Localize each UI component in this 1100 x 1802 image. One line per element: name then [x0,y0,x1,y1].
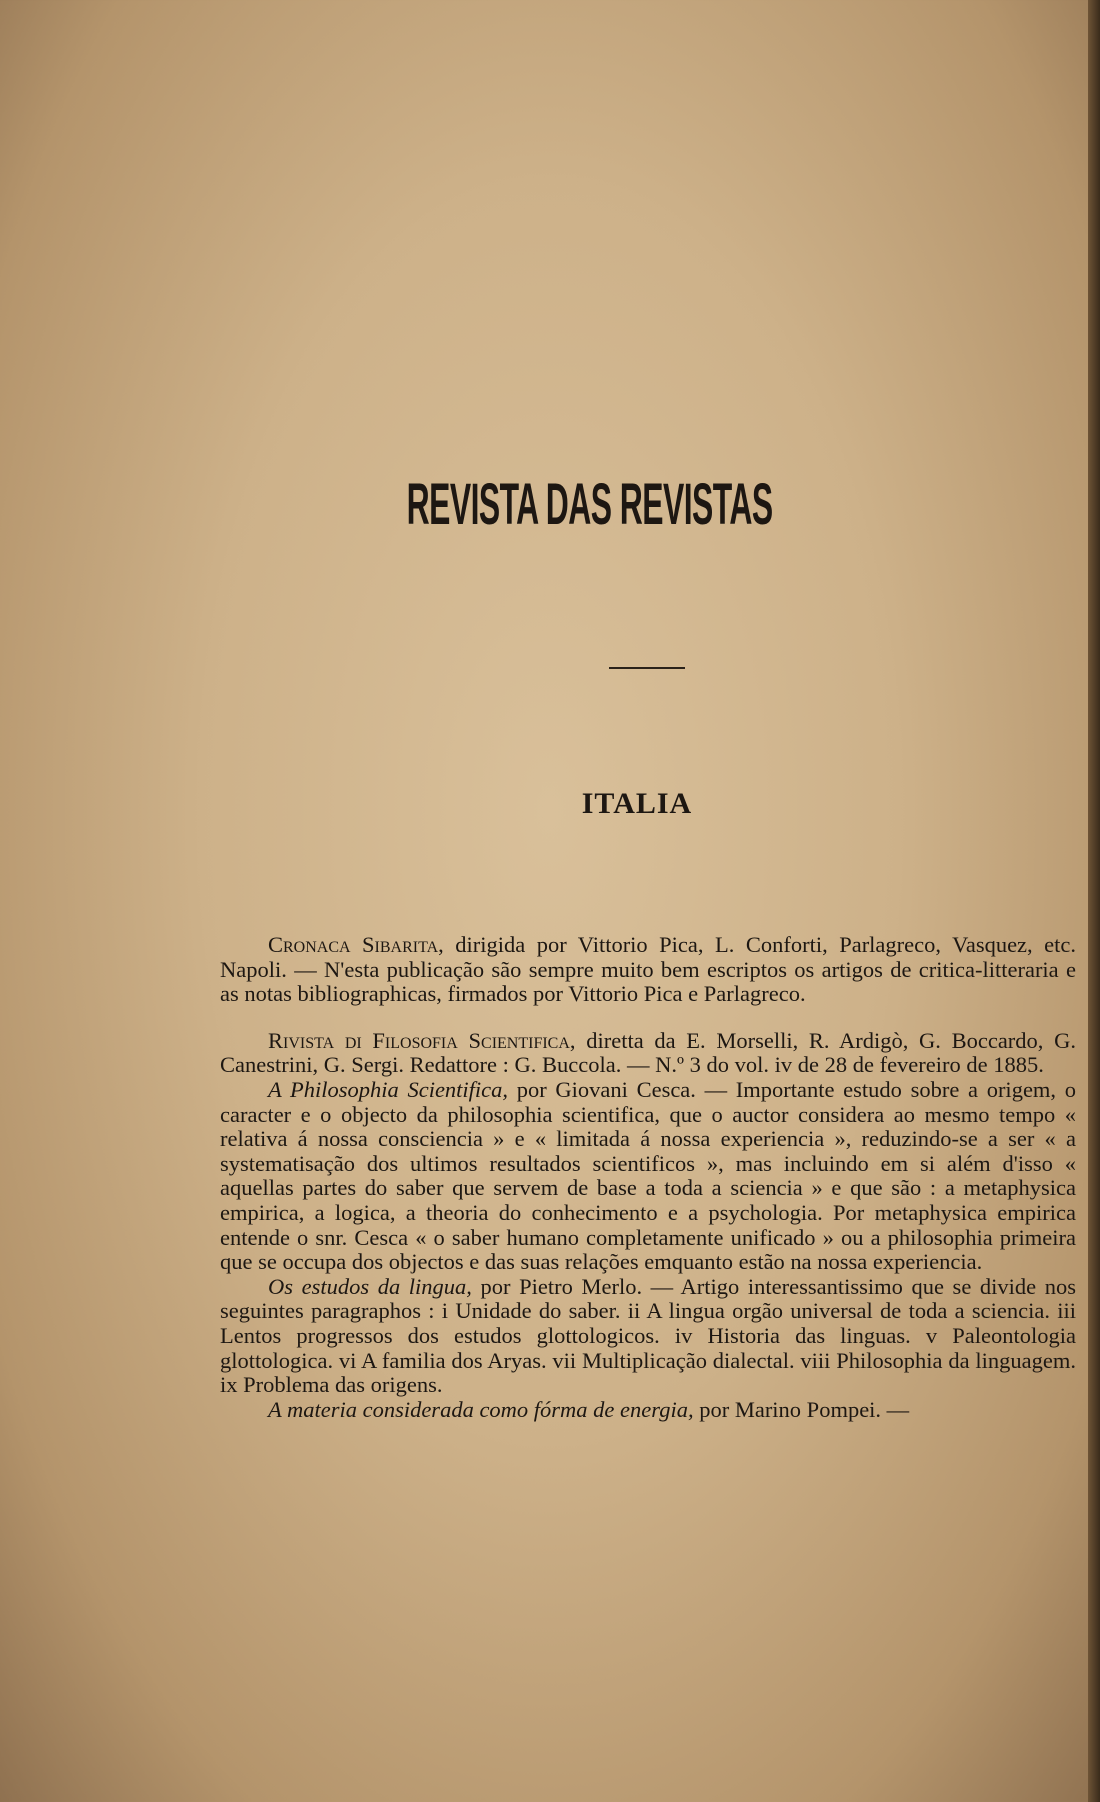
entry-text: por Giovani Cesca. — Importante estudo sobre a origem, o caracter e o objecto da philosophia scientifica, que o auctor considera ao mesmo tempo « relativa á nossa consciencia » e « limitada á nossa experiencia », reduzindo-se a ser « a systematisação dos ultimos resultados scientificos », mas incluindo em si além d'isso « aquellas partes do saber que servem de base a toda a sciencia » e que são : a metaphysica empirica, a logica, a theoria do conhecimento e a psychologia. Por metaphysica empirica entende o snr. Cesca « o saber humano completamente unificado » ou a philosophia primeira que se occupa dos objectos e das suas relações emquanto estão na nossa experiencia. [220,1076,1076,1275]
article-title: A Philosophia Scientifica, [268,1076,509,1102]
entry-rivista-filosofia [220,1029,1076,1078]
entry-materia-energia [220,1398,1076,1423]
page-title: REVISTA DAS REVISTAS [406,472,773,537]
entry-text: , diretta da E. Morselli, R. Ardigò, G. Boccardo, G. Canestrini, G. Sergi. Redattore : G. Buccola. — N.º 3 do vol. iv de 28 de fevereiro de 1885. [220,1027,1076,1078]
book-spine-edge [1088,0,1100,1802]
article-body [220,933,1076,1422]
article-title: Os estudos da lingua, [268,1273,472,1299]
entry-text: por Pietro Merlo. — Artigo interessantissimo que se divide nos seguintes paragraphos : i Unidade do saber. ii A lingua orgão universal de toda a sciencia. iii Lentos progressos dos estudos glottologicos. iv Historia das linguas. v Paleontologia glottologica. vi A familia dos Aryas. vii Multiplicação dialectal. viii Philosophia da linguagem. ix Problema das origens. [220,1273,1076,1398]
entry-cronaca-sibarita [220,933,1076,1007]
entry-text: , dirigida por Vittorio Pica, L. Conforti, Parlagreco, Vasquez, etc. Napoli. — N'esta publicação são sempre muito bem escriptos os artigos de critica-litteraria e as notas bibliographicas, firmados por Vittorio Pica e Parlagreco. [220,932,1076,1007]
entry-philosophia-scientifica [220,1078,1076,1275]
entry-text: por Marino Pompei. — [693,1396,910,1422]
title-divider [609,667,685,669]
entry-estudos-lingua [220,1275,1076,1398]
journal-name: Rivista di Filosofia Scientifica [268,1027,570,1053]
journal-name: Cronaca Sibarita [268,932,439,957]
section-heading: ITALIA [581,787,693,820]
article-title: A materia considerada como fórma de energia, [268,1396,694,1422]
